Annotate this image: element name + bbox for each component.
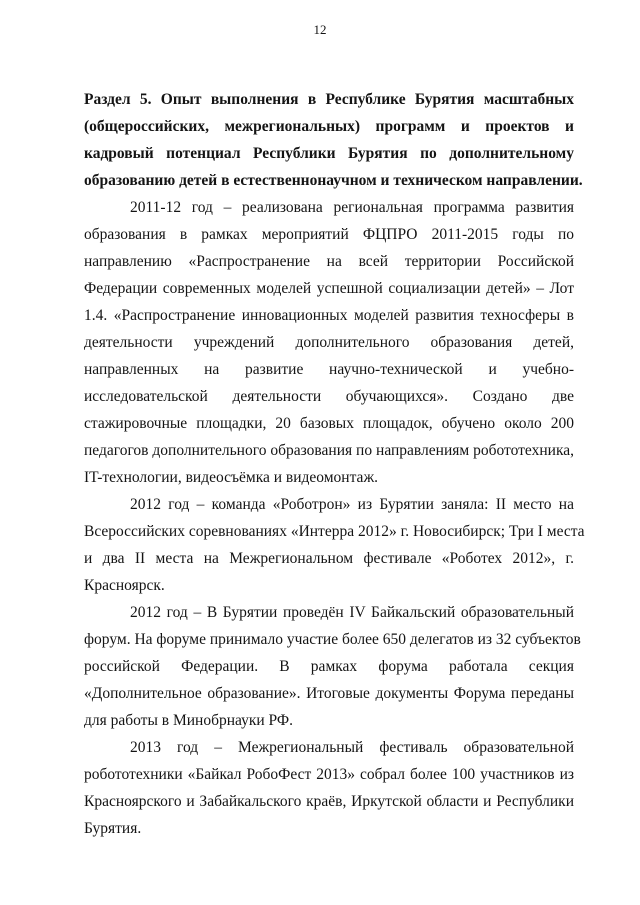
paragraph-line: образования в рамках мероприятий ФЦПРО 2011-2015 годы по [84,226,574,243]
paragraph-line: деятельности учреждений дополнительного образования детей, [84,334,574,351]
paragraph-line: 2013 год – Межрегиональный фестиваль образовательной [130,739,574,756]
document-body [84,86,585,842]
paragraph-line: и два II места на Межрегиональном фестивале «Роботех 2012», г. [84,550,574,567]
paragraph-line: направлению «Распространение на всей территории Российской [84,253,574,270]
paragraph [84,194,574,491]
paragraph [84,599,581,734]
paragraph-line: 2012 год – команда «Роботрон» из Бурятии заняла: II место на [130,496,574,513]
paragraph-line: Красноярского и Забайкальского краёв, Иркутской области и Республики [84,793,574,810]
paragraph-line: педагогов дополнительного образования по направлениям робототехника, [84,442,574,459]
paragraph-line: 1.4. «Распространение инновационных моделей развития техносферы в [84,307,574,324]
paragraph-line: Красноярск. [84,577,165,594]
paragraph-line: робототехники «Байкал РобоФест 2013» собрал более 100 участников из [84,766,574,783]
section-heading [84,86,583,194]
paragraph-line: Федерации современных моделей успешной социализации детей» – Лот [84,280,574,297]
paragraph-line: исследовательской деятельности обучающихся». Создано две [84,388,574,405]
paragraph-line: направленных на развитие научно-технической и учебно- [84,361,574,378]
paragraph-line: IT-технологии, видеосъёмка и видеомонтаж. [84,469,379,486]
paragraph-line: российской Федерации. В рамках форума работала секция [84,658,574,675]
heading-line: (общероссийских, межрегиональных) программ и проектов и [84,118,574,135]
paragraph-line: для работы в Минобрнауки РФ. [84,712,294,729]
heading-line: Раздел 5. Опыт выполнения в Республике Бурятия масштабных [84,91,574,108]
paragraph-line: Бурятия. [84,820,142,837]
paragraph [84,734,574,842]
paragraph-line: 2011-12 год – реализована региональная программа развития [130,199,574,216]
paragraph-line: Всероссийских соревнованиях «Интерра 2012» г. Новосибирск; Три I места [84,523,585,540]
heading-line: образованию детей в естественнонаучном и техническом направлении. [84,172,583,189]
paragraph-line: «Дополнительное образование». Итоговые документы Форума переданы [84,685,574,702]
page-number: 12 [313,22,327,37]
paragraph-line: стажировочные площадки, 20 базовых площадок, обучено около 200 [84,415,574,432]
paragraph [84,491,585,599]
paragraph-line: 2012 год – В Бурятии проведён IV Байкальский образовательный [130,604,574,621]
paragraph-line: форум. На форуме принимало участие более 650 делегатов из 32 субъектов [84,631,581,648]
heading-line: кадровый потенциал Республики Бурятия по дополнительному [84,145,574,162]
